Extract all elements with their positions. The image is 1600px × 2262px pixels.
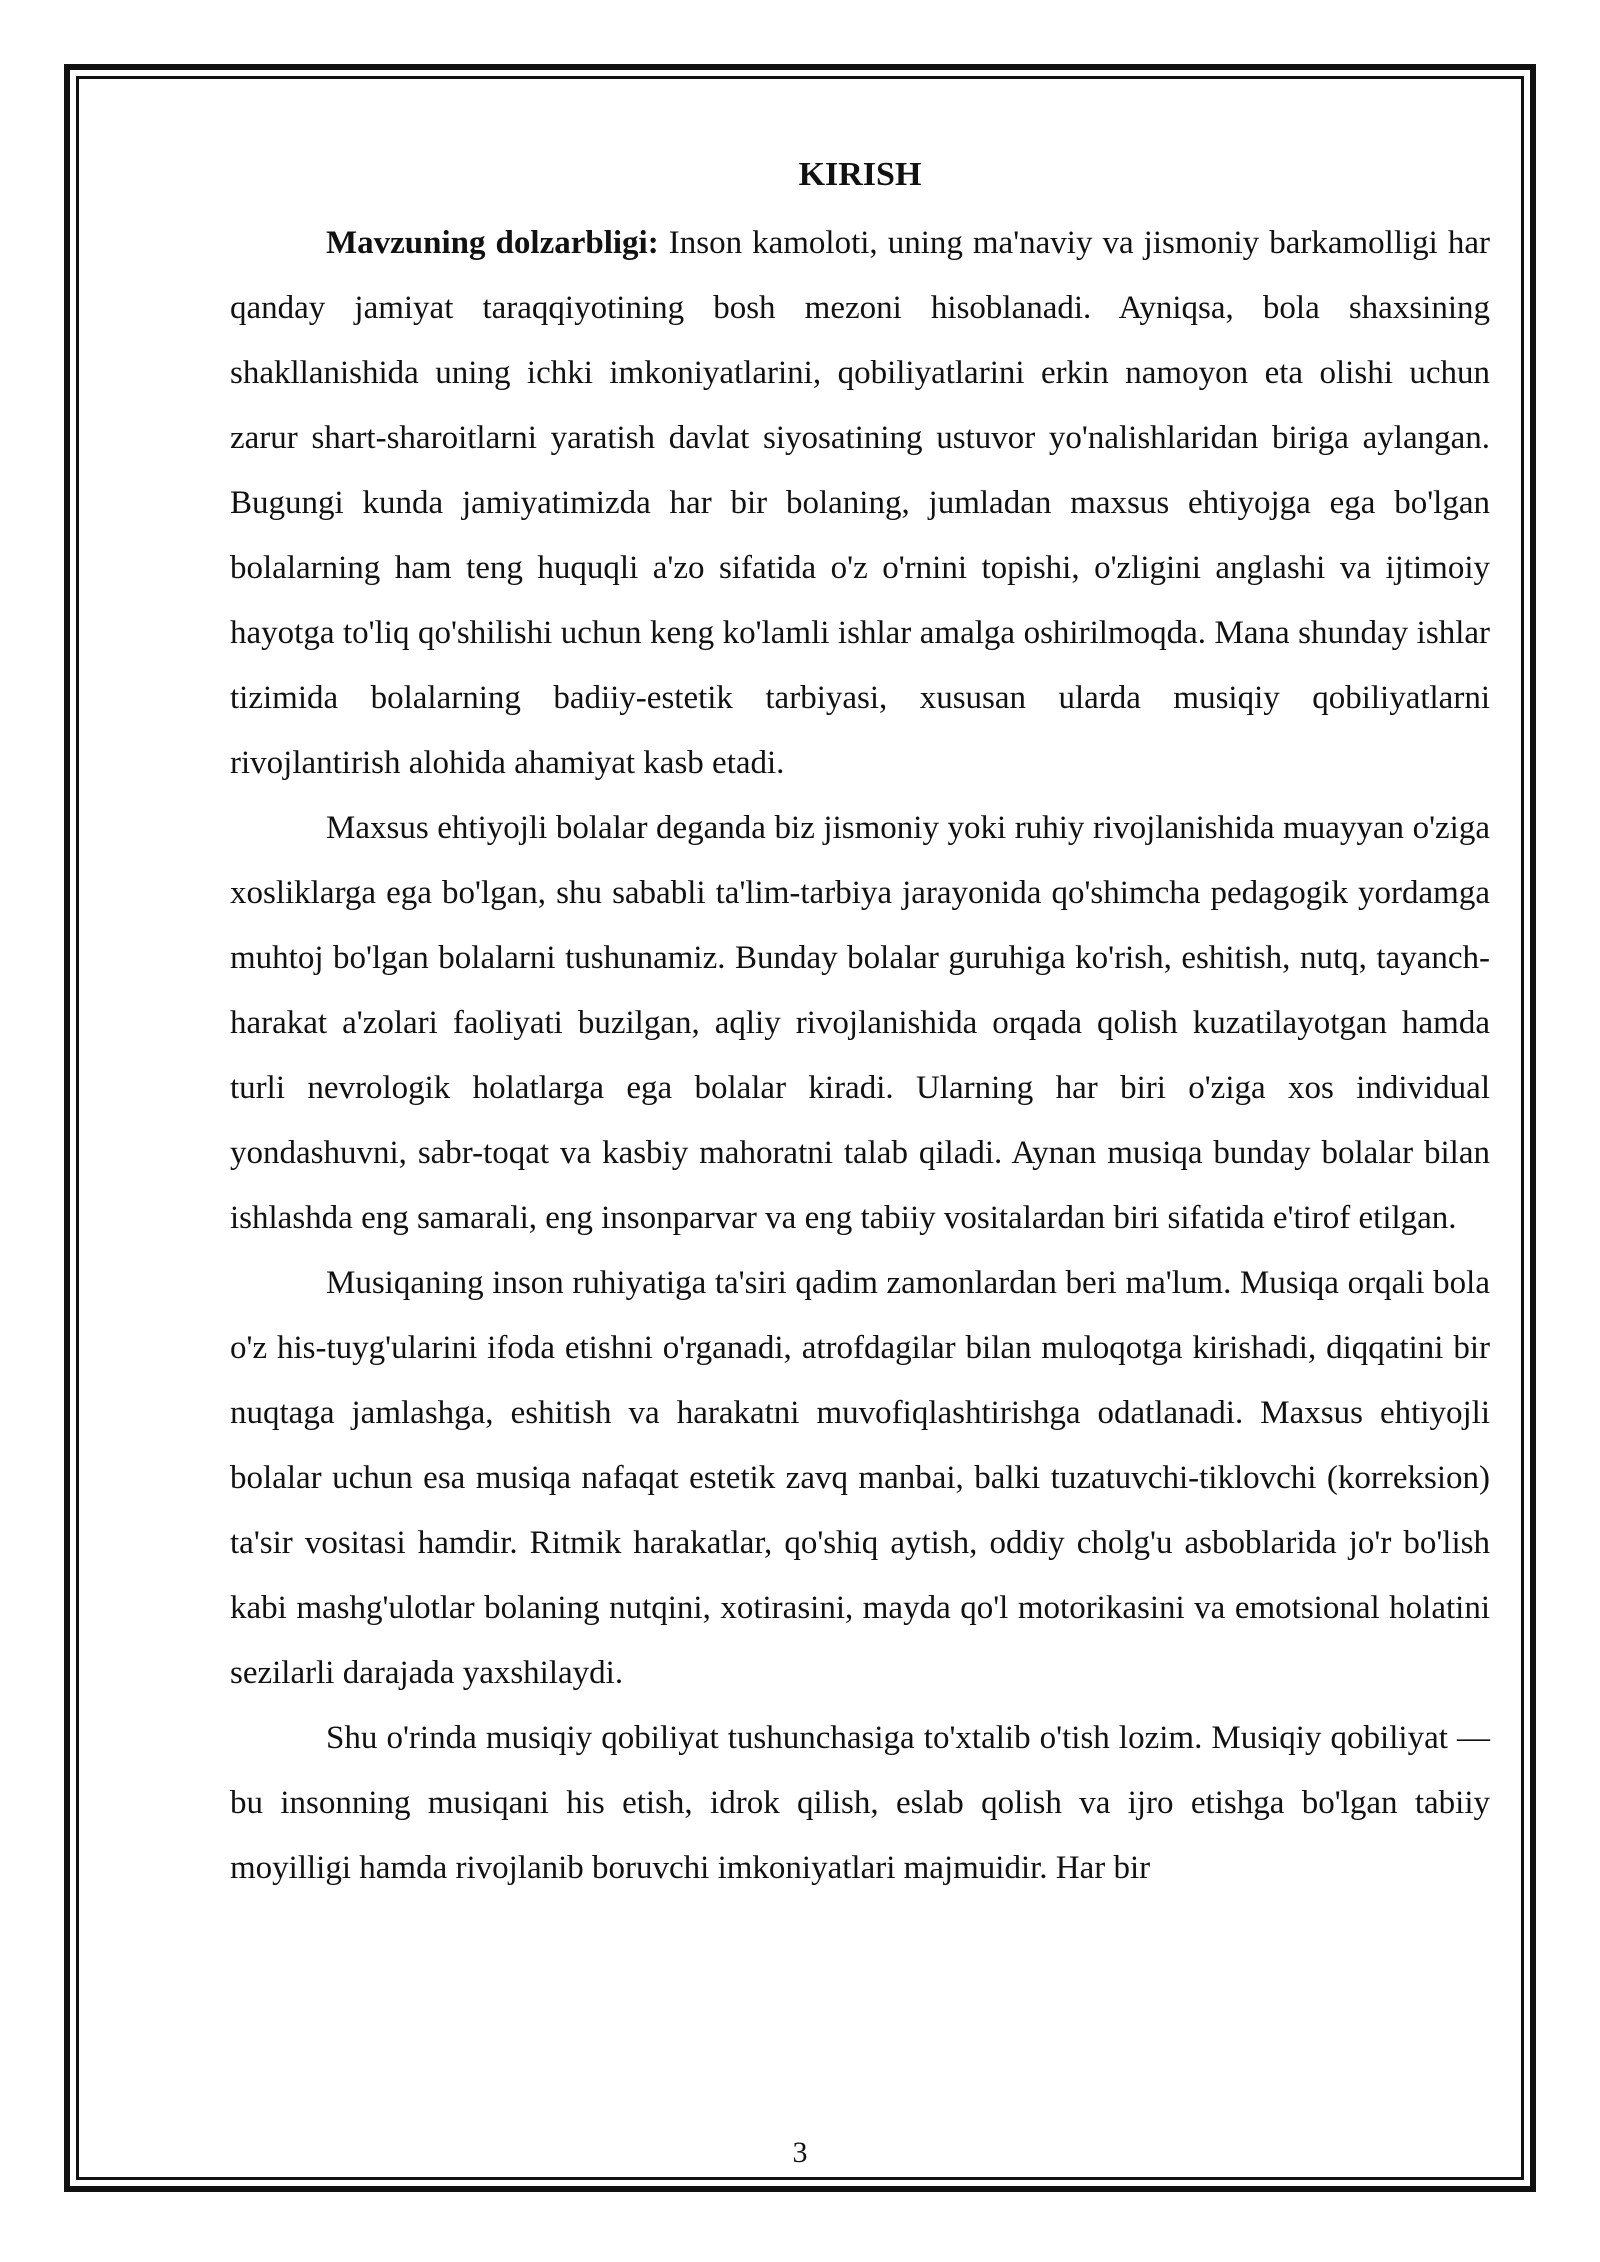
relevance-lead: Mavzuning dolzarbligi: xyxy=(326,225,659,261)
paragraph-text: Maxsus ehtiyojli bolalar deganda biz jismoniy yoki ruhiy rivojlanishida muayyan o'ziga xosliklarga ega bo'lgan, shu sababli ta'lim-tarbiya jarayonida qo'shimcha pedagogik yordamga muhtoj bo'lgan bolalarni tushunamiz. Bunday bolalar guruhiga ko'rish, eshitish, nutq, tayanch-harakat a'zolari faoliyati buzilgan, aqliy rivojlanishida orqada qolish kuzatilayotgan hamda turli nevrologik holatlarga ega bolalar kiradi. Ularning har biri o'ziga xos individual yondashuvni, sabr-toqat va kasbiy mahoratni talab qiladi. Aynan musiqa bunday bolalar bilan ishlashda eng samarali, eng insonparvar va eng tabiiy vositalardan biri sifatida e'tirof etilgan. xyxy=(230,810,1490,1236)
page-number: 3 xyxy=(792,2136,808,2169)
paragraph-relevance xyxy=(230,211,1490,796)
paragraph-text: Musiqaning inson ruhiyatiga ta'siri qadim zamonlardan beri ma'lum. Musiqa orqali bola o'z his-tuyg'ularini ifoda etishni o'rganadi, atrofdagilar bilan muloqotga kirishadi, diqqatini bir nuqtaga jamlashga, eshitish va harakatni muvofiqlashtirishga odatlanadi. Maxsus ehtiyojli bolalar uchun esa musiqa nafaqat estetik zavq manbai, balki tuzatuvchi-tiklovchi (korreksion) ta'sir vositasi hamdir. Ritmik harakatlar, qo'shiq aytish, oddiy cholg'u asboblarida jo'r bo'lish kabi mashg'ulotlar bolaning nutqini, xotirasini, mayda qo'l motorikasini va emotsional holatini sezilarli darajada yaxshilaydi. xyxy=(230,1265,1490,1691)
paragraph-musical-ability xyxy=(230,1706,1490,1901)
paragraph-music-influence xyxy=(230,1251,1490,1706)
paragraph-text: Shu o'rinda musiqiy qobiliyat tushunchasiga to'xtalib o'tish lozim. Musiqiy qobiliyat — bu insonning musiqani his etish, idrok qilish, eslab qolish va ijro etishga bo'lgan tabiiy moyilligi hamda rivojlanib boruvchi imkoniyatlari majmuidir. Har bir xyxy=(230,1720,1490,1886)
paragraph-special-needs xyxy=(230,796,1490,1251)
document-body xyxy=(230,145,1490,1901)
section-heading: KIRISH xyxy=(798,156,922,193)
paragraph-text: Inson kamoloti, uning ma'naviy va jismoniy barkamolligi har qanday jamiyat taraqqiyotining bosh mezoni hisoblanadi. Ayniqsa, bola shaxsining shakllanishida uning ichki imkoniyatlarini, qobiliyatlarini erkin namoyon eta olishi uchun zarur shart-sharoitlarni yaratish davlat siyosatining ustuvor yo'nalishlaridan biriga aylangan. Bugungi kunda jamiyatimizda har bir bolaning, jumladan maxsus ehtiyojga ega bo'lgan bolalarning ham teng huquqli a'zo sifatida o'z o'rnini topishi, o'zligini anglashi va ijtimoiy hayotga to'liq qo'shilishi uchun keng ko'lamli ishlar amalga oshirilmoqda. Mana shunday ishlar tizimida bolalarning badiiy-estetik tarbiyasi, xususan ularda musiqiy qobiliyatlarni rivojlantirish alohida ahamiyat kasb etadi. xyxy=(230,225,1490,781)
